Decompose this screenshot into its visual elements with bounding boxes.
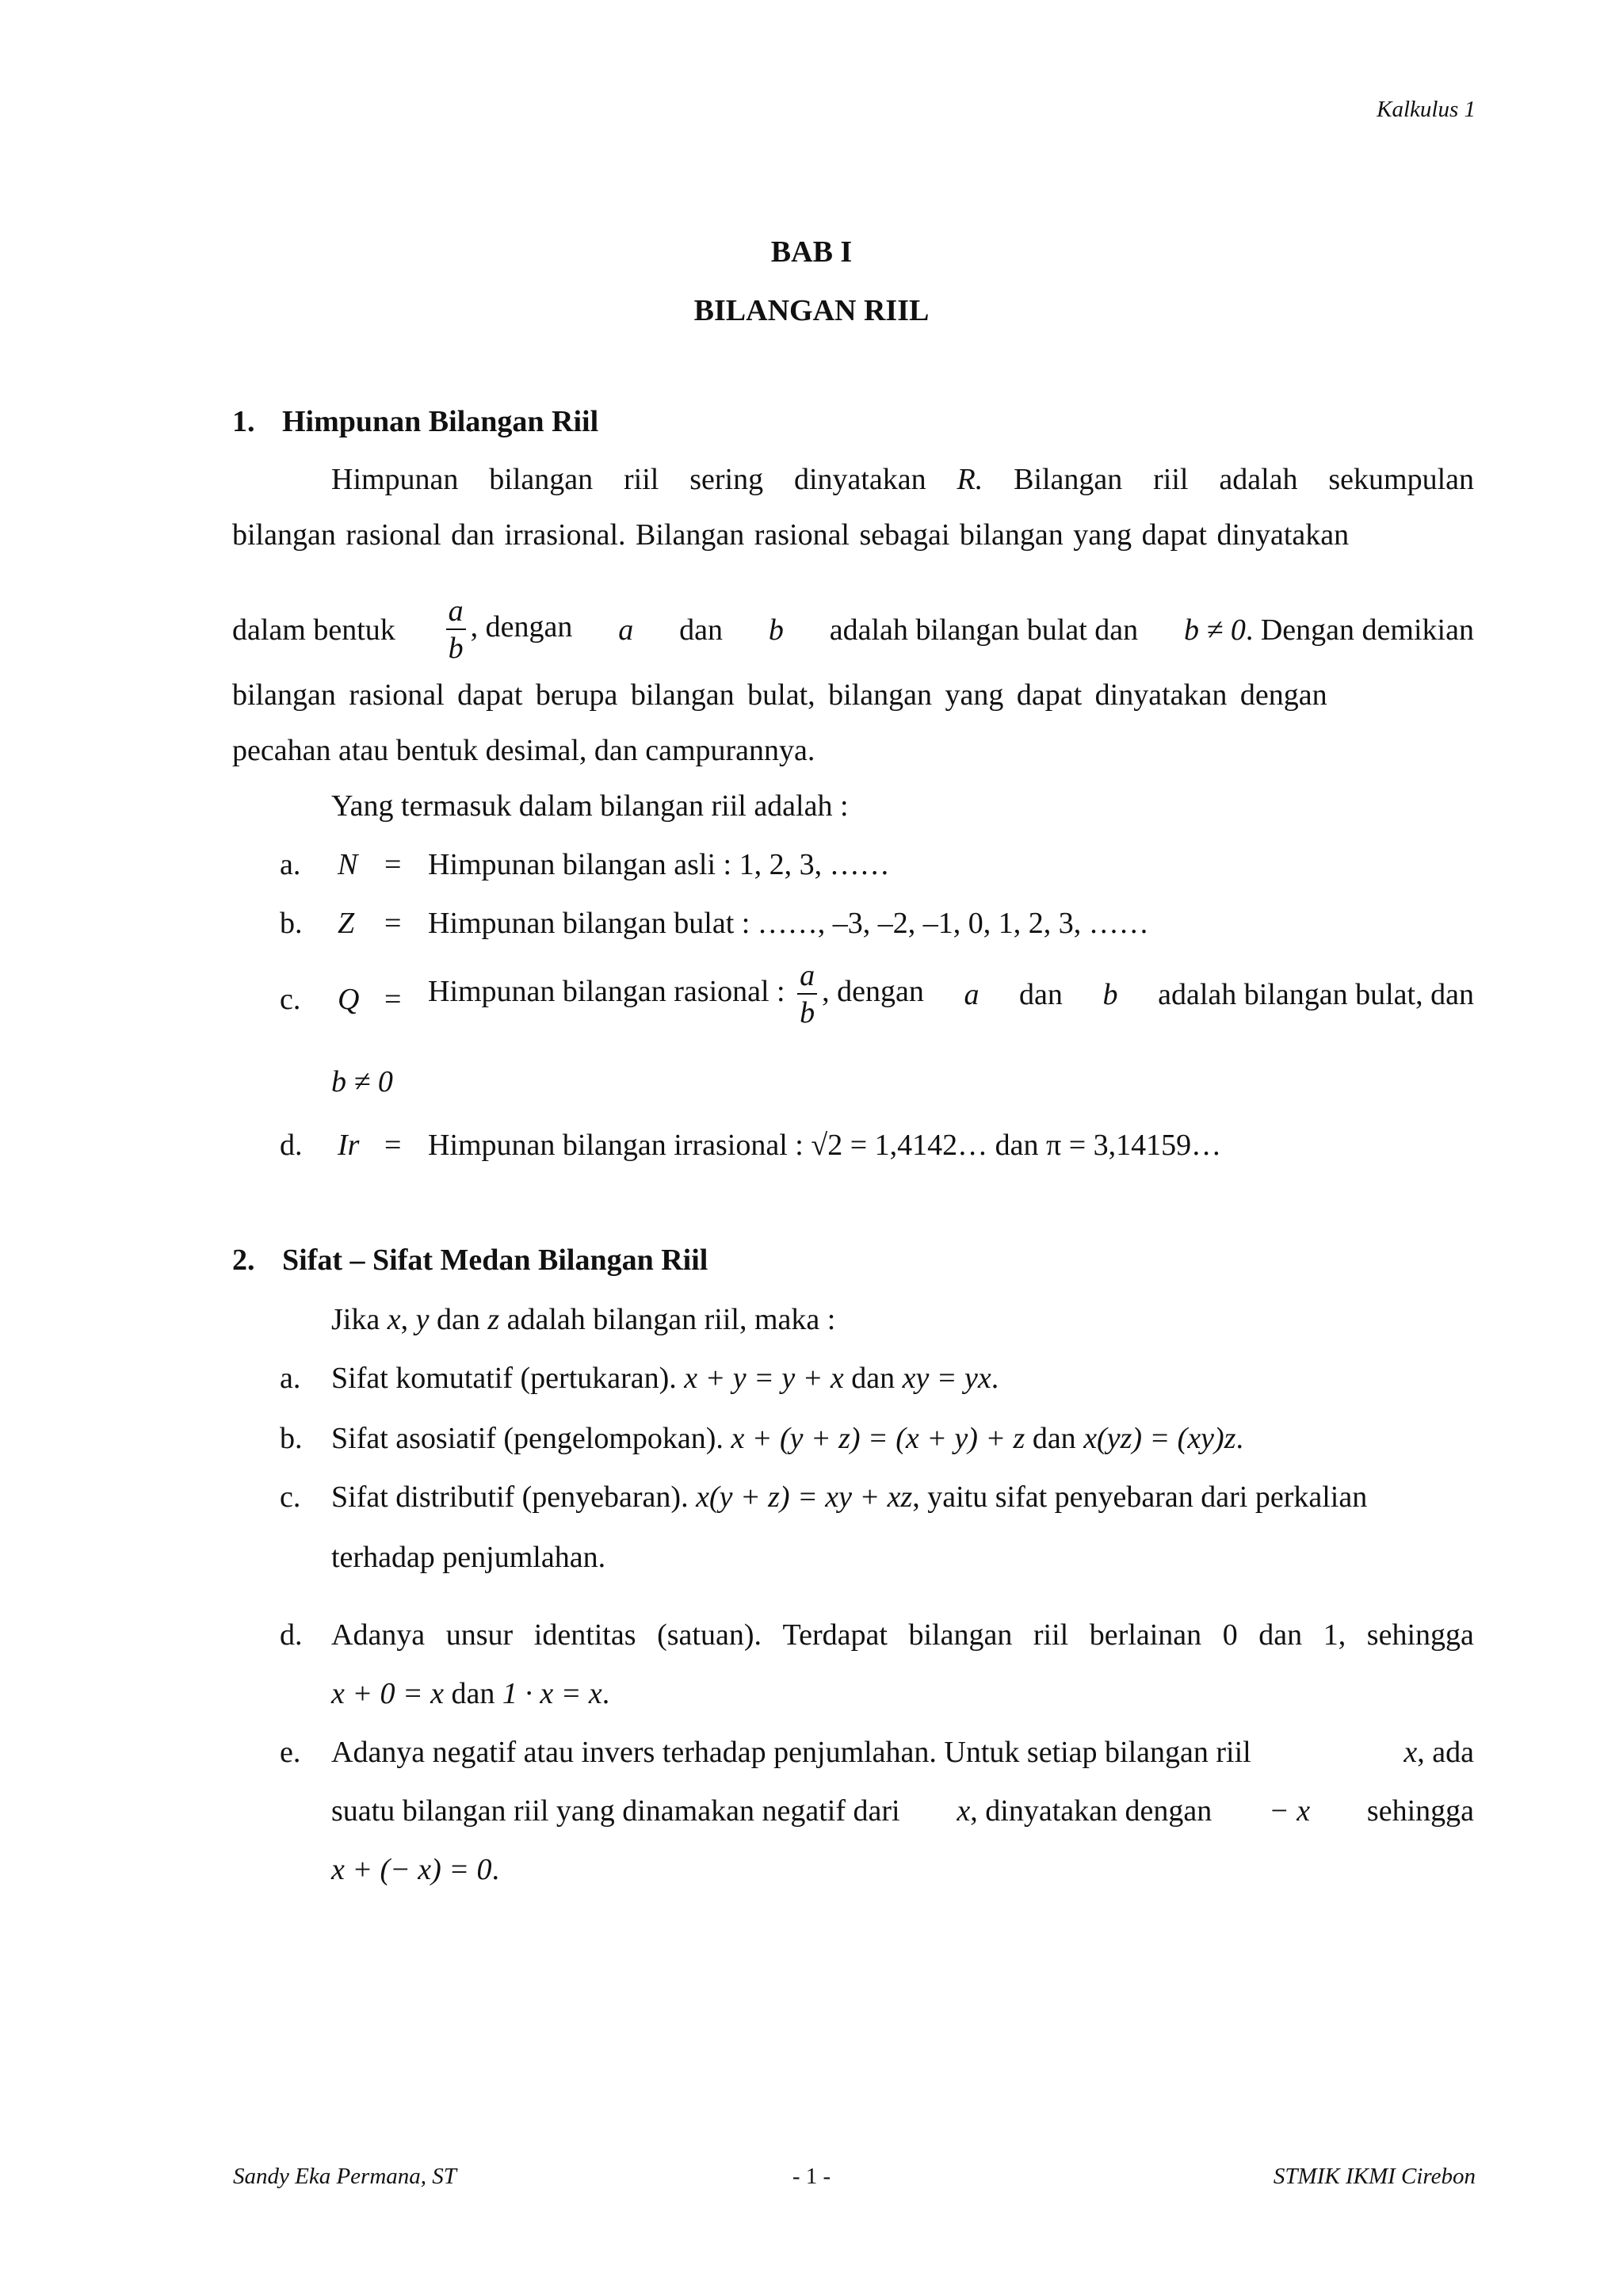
list-label: c. [280,983,301,1016]
formula: x + (y + z) = (x + y) + z [731,1422,1025,1455]
list-item-text: Adanya unsur identitas (satuan). Terdapat bilangan riil berlainan 0 dan 1, sehingga [331,1618,1474,1652]
list-label: a. [280,848,301,881]
list-label: e. [280,1736,301,1769]
list-item-continuation: terhadap penjumlahan. [331,1541,606,1574]
formula: x + y = y + x [684,1362,844,1395]
set-symbol: Q [338,983,360,1016]
running-header: Kalkulus 1 [1377,97,1476,122]
sqrt-expression: √2 = 1,4142… [811,1129,988,1162]
list-label: b. [280,907,303,940]
list-item-text: Himpunan bilangan bulat : ……, –3, –2, –1, 0, 1, 2, 3, …… [428,907,1149,940]
paragraph-line: Yang termasuk dalam bilangan riil adalah : [331,789,849,823]
formula: 1 · x = x [502,1677,602,1710]
list-item-text: Adanya negatif atau invers terhadap penjumlahan. Untuk setiap bilangan riil x, ada [331,1736,1474,1769]
set-symbol: Ir [338,1129,360,1162]
set-symbol: N [338,848,358,881]
formula: x + 0 = x [331,1677,445,1710]
footer-institution: STMIK IKMI Cirebon [1273,2164,1476,2189]
pi-expression: π = 3,14159… [1046,1129,1222,1162]
list-item-text: Himpunan bilangan rasional : $\frac{a}{b}$ , dengan a dan b adalah bilangan bulat, dan [428,959,1474,1030]
paragraph-line: Himpunan bilangan riil sering dinyatakan R. Bilangan riil adalah sekumpulan [331,463,1474,496]
paragraph-line: pecahan atau bentuk desimal, dan campurannya. [232,734,815,767]
formula: xy = yx [902,1362,991,1395]
list-label: b. [280,1422,303,1455]
paragraph-line: dalam bentuk $\frac{a}{b}$ , dengan a dan b adalah bilangan bulat dan b ≠ 0. Dengan demikian [232,594,1474,665]
section-2-heading [232,1243,708,1278]
list-item-text: Himpunan bilangan asli : 1, 2, 3, …… [428,848,890,881]
section-1-heading [232,404,598,439]
list-item-text: Himpunan bilangan irrasional : √2 = 1,4142… dan π = 3,14159… [428,1129,1222,1162]
section-title: Sifat – Sifat Medan Bilangan Riil [282,1244,708,1277]
footer-author: Sandy Eka Permana, ST [233,2164,456,2189]
formula: x(yz) = (xy)z [1083,1422,1236,1455]
list-item-continuation: b ≠ 0 [331,1065,393,1098]
list-item-continuation: suatu bilangan riil yang dinamakan negatif dari x, dinyatakan dengan − x sehingga [331,1794,1474,1828]
section-title: Himpunan Bilangan Riil [282,405,599,438]
formula: x(y + z) = xy + xz [696,1480,913,1514]
fraction: $\frac{a}{b}$ [797,961,817,1028]
page-number: - 1 - [792,2164,831,2189]
list-item-continuation: x + (− x) = 0. [331,1853,499,1886]
fraction: $\frac{a}{b}$ [446,596,466,663]
section-number: 1. [232,405,255,438]
list-label: a. [280,1362,301,1395]
list-label: d. [280,1618,303,1652]
document-page: Kalkulus 1 BAB I BILANGAN RIIL 1. Himpunan Bilangan Riil Himpunan bilangan riil sering dinyatakan R. Bilangan riil adalah sekumpulan bilangan rasional dan irrasional. Bilangan rasional sebagai bilangan yang dapat dinyatakan dalam bentuk $\frac{a}{b}$ , dengan a dan b adalah bilangan bulat dan b ≠ 0. Dengan demikian bilangan rasional dapat berupa bilangan bulat, bilangan yang dapat dinyatakan dengan pecahan atau bentuk desimal, dan campurannya. Yang termasuk dalam bilangan riil adalah : a. N = Himpunan bilangan asli : 1, 2, 3, …… b. Z = Himpunan bilangan bulat : ……, –3, –2, –1, 0, 1, 2, 3, …… c. Q = Himpunan bilangan rasional : $\frac{a}{b}$ , dengan a dan b adalah bilangan bulat, dan b ≠ 0 d. Ir = Himpunan bilangan irrasional : √2 = 1,4142… dan π = 3,14159… 2. Sifat – Sifat Medan Bilangan Riil Jika x, y dan z adalah bilangan riil, maka : a. Sifat komutatif (pertukaran). x + y = y + x dan xy = yx. b. Sifat asosiatif (pengelompokan). x + (y + z) = (x + y) + z dan x(yz) = (xy)z. c. Sifat distributif (penyebaran). x(y + z) = xy + xz, yaitu sifat penyebaran dari perkalian terhadap penjumlahan. d. Adanya unsur identitas (satuan). Terdapat bilangan riil berlainan 0 dan 1, sehingga x + 0 = x dan 1 · x = x. e. Adanya negatif atau invers terhadap penjumlahan. Untuk setiap bilangan riil x, ada suatu bilangan riil yang dinamakan negatif dari x, dinyatakan dengan − x sehingga x + (− x) = 0. Sandy Eka Permana, ST - 1 - STMIK IKMI Cirebon [0,0,1623,2296]
list-label: d. [280,1129,303,1162]
section-number: 2. [232,1244,255,1277]
formula: x + (− x) = 0 [331,1853,492,1886]
paragraph-line: bilangan rasional dan irrasional. Bilangan rasional sebagai bilangan yang dapat dinyatakan [232,518,1350,552]
paragraph-line: Jika x, y dan z adalah bilangan riil, maka : [331,1303,836,1336]
list-item-text: Sifat komutatif (pertukaran). x + y = y + x dan xy = yx. [331,1362,999,1395]
paragraph-line: bilangan rasional dapat berupa bilangan bulat, bilangan yang dapat dinyatakan dengan [232,678,1327,712]
set-symbol: Z [338,907,355,940]
chapter-title: BILANGAN RIIL [693,294,930,327]
chapter-number: BAB I [770,235,853,269]
list-item-continuation: x + 0 = x dan 1 · x = x. [331,1677,610,1710]
list-item-text: Sifat distributif (penyebaran). x(y + z) = xy + xz, yaitu sifat penyebaran dari perkalian [331,1480,1368,1514]
list-label: c. [280,1480,301,1514]
list-item-text: Sifat asosiatif (pengelompokan). x + (y + z) = (x + y) + z dan x(yz) = (xy)z. [331,1422,1243,1455]
